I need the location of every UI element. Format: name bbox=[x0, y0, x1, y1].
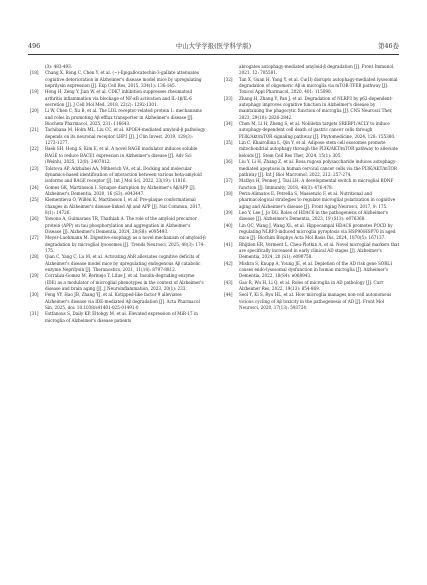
reference-text: Feng YY, Hao JB, Zhang YJ, et al. Kotipped-like factor 9 alleviates Alzheimer's disease via IDE-mediated Aβ degradation [J]. Acta Pharmacol Sin, 2025, doi: 10.1038/s41401-025-01491-0 bbox=[45, 292, 200, 311]
reference-text: Klementieva O, Willén K, Martinsson I, et al. Pre-plaque conformational changes in Alzheimer's disease-linked Aβ and APP [J]. Nat Commun, 2017, 8(1): 14726. bbox=[45, 197, 202, 215]
reference-number: [21] bbox=[30, 127, 39, 133]
reference-number: [28] bbox=[30, 254, 39, 260]
reference-entry bbox=[30, 311, 206, 324]
reference-number: [29] bbox=[30, 273, 39, 279]
reference-text: (3): 483-493. bbox=[45, 64, 73, 69]
reference-number: [40] bbox=[224, 222, 233, 228]
reference-text: Chang X, Rong C, Chen Y, et al. (−)-Epigallocatechin-3-gallate attenuates cognitive deterioration in Alzheimer's disease model mice by upregulating neprilysin expression [J]. Exp Cell Res, 2015, 334(1): 136-145. bbox=[45, 70, 202, 89]
reference-number: [35] bbox=[224, 140, 233, 146]
reference-text: Mishra S, Knupp A, Young JE, et al. Depletion of the AD risk gene SORL1 causes endo-lysosomal dysfunction in human microglia [J]. Alzheimer's Dementia, 2022, 18(S4): e068943. bbox=[239, 260, 393, 279]
reference-text: Gomes GK, Martinsson I. Synapse disruption by Alzheimer's Aβ/APP [J]. Alzheimer's Dementia, 2020, 16 (S3): e043447. bbox=[45, 184, 196, 196]
reference-text: Leo Y, Lee J, Jo DG. Roles of HDAC6 in the pathogenesis of Alzheimer's disease [J]. Alzheimer's Dementia, 2023, 19 (S13): e076368. bbox=[239, 209, 388, 222]
reference-number: [31] bbox=[30, 311, 39, 317]
reference-entry bbox=[224, 223, 400, 242]
reference-number: [25] bbox=[30, 197, 39, 203]
reference-entry bbox=[224, 261, 400, 280]
reference-entry bbox=[224, 210, 400, 223]
reference-text: Liu Y, Li H, Zhang Z, et al. Rosa rugosa polysaccharide induces autophagy-mediated apoptosis in human cervical cancer cells via the PI3K/AKT/mTOR pathway [J]. Int J Biol Macromol, 2022, 212: 257-274. bbox=[239, 159, 397, 177]
reference-number: [41] bbox=[224, 241, 233, 247]
page-number: 496 bbox=[28, 42, 41, 50]
reference-number: [26] bbox=[30, 216, 39, 222]
reference-entry bbox=[224, 140, 400, 159]
reference-entry bbox=[30, 254, 206, 273]
reference-entry bbox=[224, 280, 400, 293]
running-header bbox=[28, 40, 399, 52]
reference-entry bbox=[30, 216, 206, 235]
journal-title: 中山大学学报(医学科学版) bbox=[175, 42, 252, 50]
reference-number: [18] bbox=[30, 70, 39, 76]
reference-number: [27] bbox=[30, 235, 39, 241]
header-rule bbox=[28, 54, 399, 55]
reference-entry bbox=[30, 146, 206, 165]
reference-text: Baek SH, Hong S, Kim E, et al. A novel RAGE modulator induces soluble RAGE to reduce BACE1 expression in Alzheimer's disease [J]. Adv Sci (Weinh), 2025, 12(8): 2407812. bbox=[45, 146, 198, 165]
reference-entry bbox=[224, 242, 400, 261]
reference-number: [22] bbox=[30, 146, 39, 152]
reference-number: [19] bbox=[30, 89, 39, 95]
reference-entry bbox=[224, 159, 400, 178]
reference-entry bbox=[224, 292, 400, 311]
reference-entry bbox=[30, 89, 206, 108]
reference-text: Zhang H, Zhang Y, Pan J, et al. Degradation of NLRP3 by p62-dependent-autophagy improves cognitive function in Alzheimer's disease by maintaining the phagocytic function of microglia [J]. CNS Neurosci Ther, 2023, 29(10): 2826-2842. bbox=[239, 95, 393, 120]
reference-text: Tan X, Guan H, Yang Y, et al. Cu(II) disrupts autophagy-mediated lysosomal degradation of oligomeric Aβ in microglia via mTOR-TFEB pathway [J]. Toxicol Appl Pharmacol, 2020, 401: 115090. bbox=[239, 76, 398, 95]
reference-entry bbox=[30, 127, 206, 146]
reference-number: [42] bbox=[224, 260, 233, 266]
reference-text: Mathys H, Penney J, Tsai LH. A developmental switch in microglial BDNF function [J]. Immunity, 2018, 48(3): 476-478. bbox=[239, 178, 394, 190]
reference-text: Lin QC, Wang J, Wang XL, et al. Hippocampal HDAC6 promotes POCD by regulating NLRP3-induced microglia pyroptosis via HSP90/HSP70 in aged mice [J]. Biochim Biophys Acta Mol Basis Dis, 2024, 1870(5): 167137. bbox=[239, 222, 396, 241]
reference-entry bbox=[30, 197, 206, 216]
reference-number: [44] bbox=[224, 292, 233, 298]
reference-number: [37] bbox=[224, 178, 233, 184]
reference-entry bbox=[224, 96, 400, 121]
references-right-column bbox=[224, 64, 400, 311]
reference-entry bbox=[30, 273, 206, 292]
reference-text: Qian C, Yang C, Lu M, et al. Activating AhR alleviates cognitive deficits of Alzheimer's disease model mice by upregulating endogenous Aβ catabolic enzyme Neprilysin [J]. Theranostics, 2021, 11(18): 8797-8812. bbox=[45, 254, 201, 272]
reference-text: Lin C, Khairollina L, Qin Y, et al. Adipose stem cell exosomes promote mitochondrial autophagy through the PI3K/AKT/mTOR pathway to alleviate keloids [J]. Stem Cell Res Ther, 2024, 15(1): 305. bbox=[239, 140, 398, 158]
reference-text: Gao R, Wu H, Li Q, et al. Roles of microglia in AD pathology [J]. Curr Alzheimer Res, 2022, 19(13): 854-869. bbox=[239, 279, 384, 292]
reference-entry bbox=[30, 235, 206, 254]
reference-number: [34] bbox=[224, 121, 233, 127]
reference-text: Li W, Chen C, Xu B, et al. The LDL receptor-related protein 1: mechanisms and roles in promoting Aβ efflux transporter in Alzheimer's disease [J]. Biochem Pharmacol, 2025, 231: 116643. bbox=[45, 108, 202, 127]
reference-number: [43] bbox=[224, 279, 233, 285]
reference-text: Meyer-Luehmann M. Digestive exophagy as a novel mechanism of amyloid-β degradation by microglial lysosomes [J]. Trends Neurosci, 2025, 48(3): 174-175. bbox=[45, 235, 206, 253]
reference-entry bbox=[30, 70, 206, 89]
reference-entry bbox=[30, 185, 206, 198]
reference-entry bbox=[30, 292, 206, 311]
reference-text: Seol Y, Ki S, Ryu HL, et al. How microglia manages non-cell autonomous vicious cycling of Aβ toxicity in the pathogenesis of AD [J]. Front Mol Neurosci, 2020, 17(13): 593724. bbox=[239, 292, 392, 311]
reference-text: Rhijtlen ER, Verment L, Cheu-Plotkin A, et al. Novel microglial markers that are specifically increased in early clinical AD stages [J]. Alzheimer's Dementia, 2024, 20 (S1): e090758. bbox=[239, 241, 400, 260]
reference-text: Tachibana M, Holm ML, Liu CC, et al. APOE4-mediated amyloid-β pathology depends on its neuronal receptor LRP1 [J]. J Clin Invest, 2019, 129(3): 1272-1277. bbox=[45, 127, 206, 146]
reference-text: Corraliza-Gomez M, Bermejo T, Lilue J, et al. Insulin-degrading enzyme (IDE) as a modulator of microglial phenotypes in the context of Alzheimer's disease and brain aging [J]. J Neuroinflammation, 2023, 20(1): 233. bbox=[45, 273, 204, 292]
reference-entry bbox=[224, 64, 400, 77]
reference-text: Chen M, Li H, Zheng S, et al. Nobiletin targets SREBP1/ACLY to induce autophagy-dependent cell death of gastric cancer cells through PI3K/Akt/mTOR signaling pathway [J]. Phytomedicine, 2024, 128: 155360. bbox=[239, 121, 396, 139]
reference-text: Yawono A, Guimaraes TR, Thathiah A. The role of the amyloid precursor protein (APP) on tau phosphorylation and aggregation in Alzheimer's Disease [J]. Alzheimer's Dementia, 2024, 20(S8): e095493. bbox=[45, 216, 197, 234]
reference-entry bbox=[224, 191, 400, 210]
reference-number: [32] bbox=[224, 76, 233, 82]
reference-entry bbox=[224, 178, 400, 191]
references-left-column bbox=[30, 64, 206, 324]
reference-text: Tolstova AP, Adzhubei AA, Mitkevich VA, et al. Docking and molecular dynamics-based identification of interaction between various beta-amyloid isoforms and RAGE receptor [J]. Int J Mol Sci, 2022, 23(19): 11816. bbox=[45, 165, 202, 184]
reference-text: Hong H, Zeng Y, Jian W, et al. CDK7 inhibition suppresses rheumatoid arthritis inflammation via blockage of NF-κB activation and IL-1β/IL-6 secretion [J]. J Cell Mol Med, 2018, 22(2): 1292-1301. bbox=[45, 89, 193, 108]
reference-entry bbox=[224, 77, 400, 96]
reference-number: [24] bbox=[30, 184, 39, 190]
reference-number: [30] bbox=[30, 292, 39, 298]
reference-number: [39] bbox=[224, 209, 233, 215]
reference-text: abrogates autophagy-mediated amyloid-β degradation [J]. Front Immunol, 2021, 12: 705581. bbox=[239, 64, 395, 76]
reference-entry bbox=[30, 166, 206, 185]
reference-entry bbox=[224, 121, 400, 140]
reference-number: [36] bbox=[224, 159, 233, 165]
reference-number: [38] bbox=[224, 190, 233, 196]
reference-entry bbox=[30, 108, 206, 127]
volume-label: 第46卷 bbox=[378, 42, 399, 50]
reference-number: [23] bbox=[30, 165, 39, 171]
reference-number: [33] bbox=[224, 95, 233, 101]
reference-number: [20] bbox=[30, 108, 39, 114]
reference-text: Estfanous S, Daily KP, Eltobgy M, et al. Elevated expression of MiR-17 in microglia of Alzheimer's disease patients bbox=[45, 311, 198, 323]
reference-text: Perin-Alimatos E, Petrella S, Massenzio F, et al. Nutritional and pharmacological strategies to regulate microglial polarization in cognitive aging and Alzheimer's disease [J]. Front Aging Neurosci, 2017, 9: 175. bbox=[239, 190, 396, 209]
